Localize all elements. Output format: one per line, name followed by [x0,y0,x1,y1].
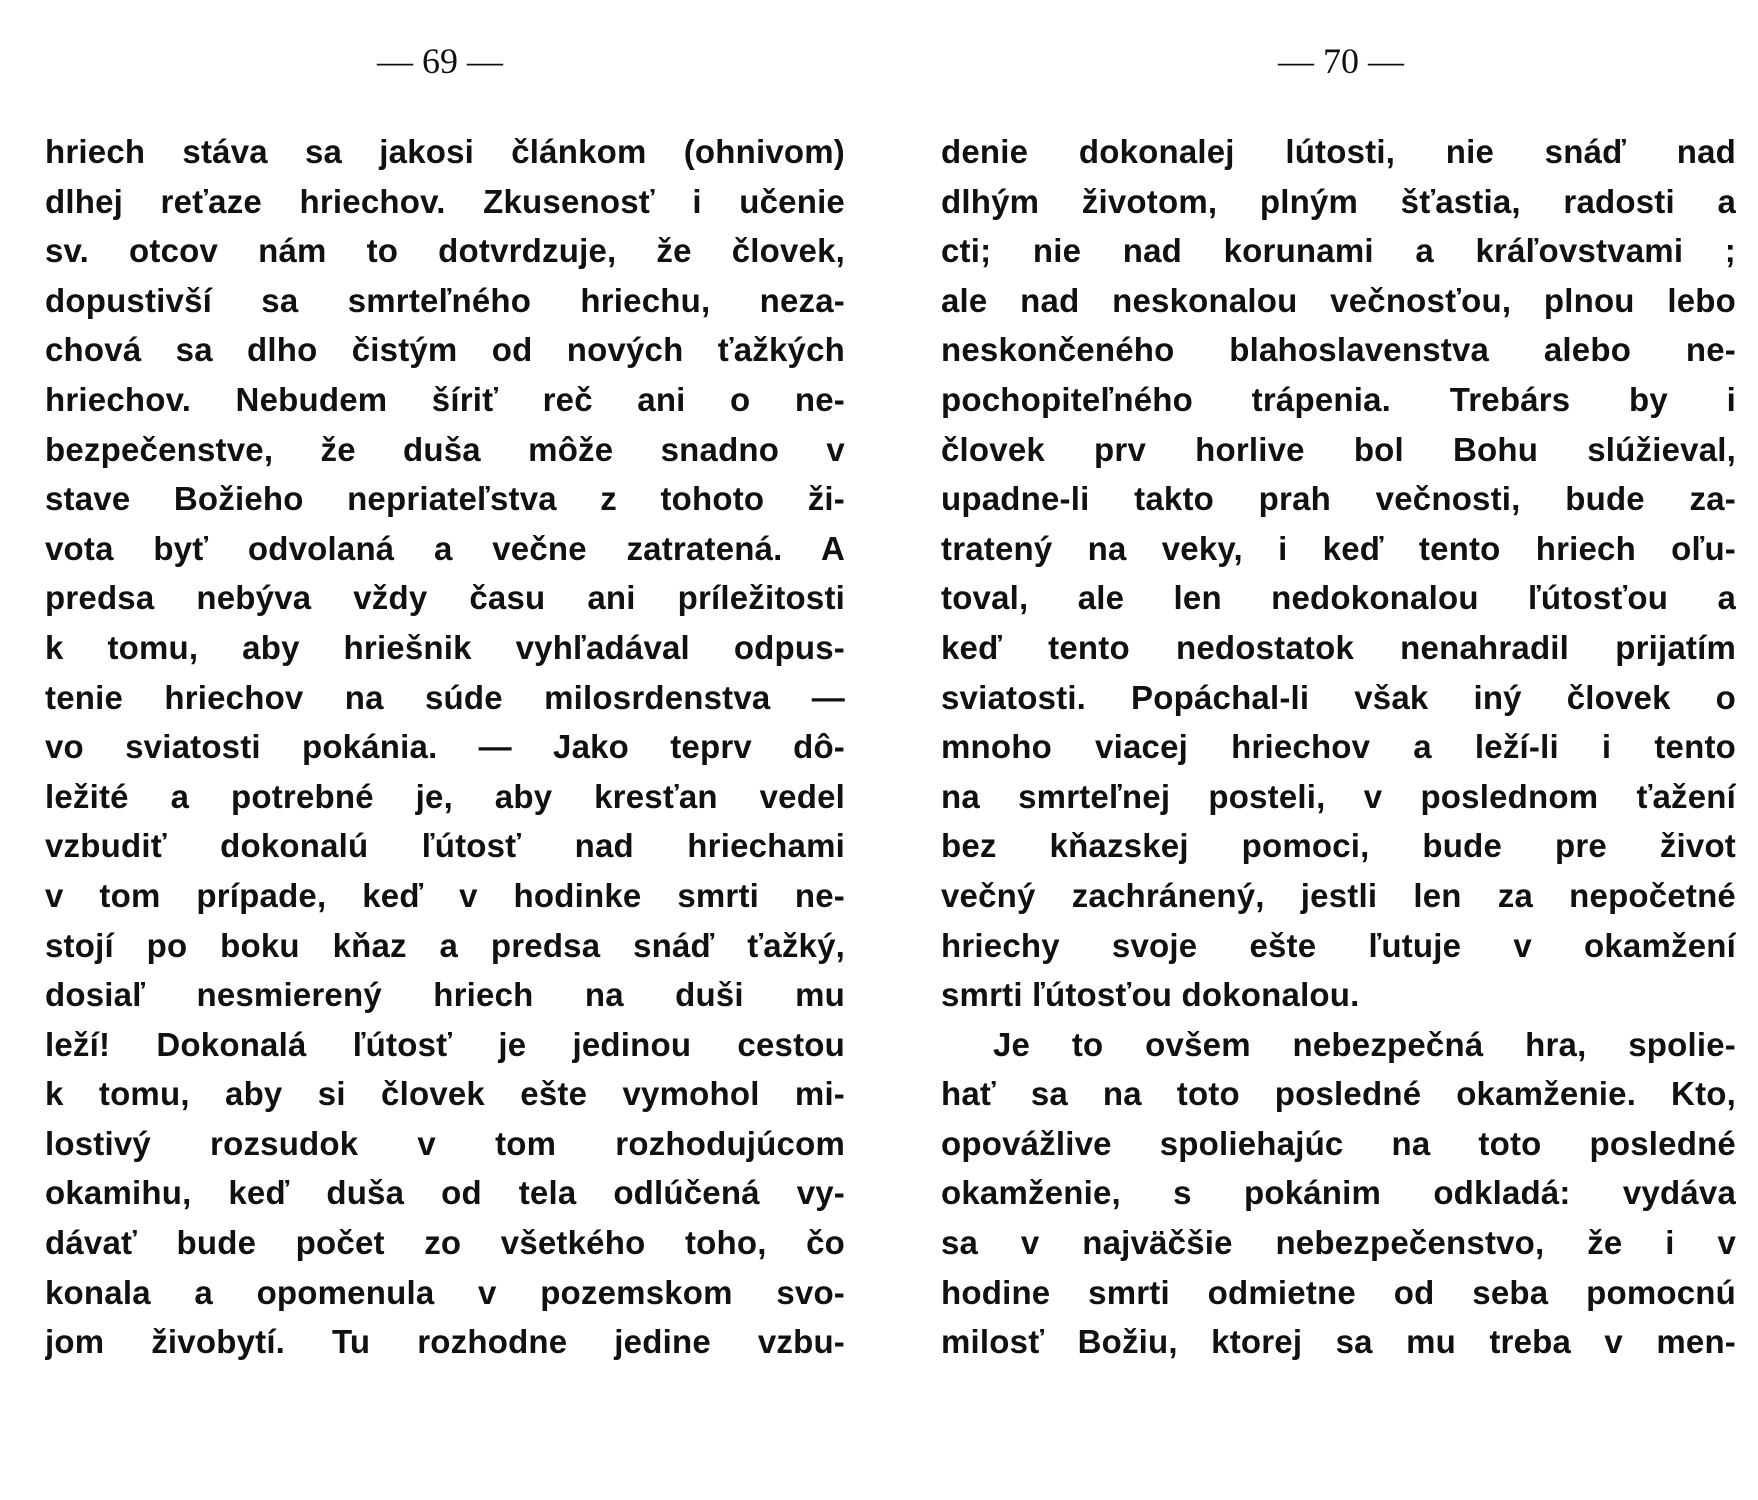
text-line: okamženie, s pokánim odkladá: vydáva [941,1174,1736,1212]
text-line: opovážlive spoliehajúc na toto posledné [941,1124,1736,1162]
text-line: dopustivší sa smrteľného hriechu, neza- [45,281,845,319]
text-line: cti; nie nad korunami a kráľovstvami ; [941,232,1736,270]
text-line: hať sa na toto posledné okamženie. Kto, [941,1075,1736,1113]
text-line: upadne-li takto prah večnosti, bude za- [941,480,1736,518]
text-line: hodine smrti odmietne od seba pomocnú [941,1273,1736,1311]
text-line: stave Božieho nepriateľstva z tohoto ži- [45,480,845,518]
text-line: hriech stáva sa jakosi článkom (ohnivom) [45,133,845,170]
text-line: k tomu, aby si človek ešte vymohol mi- [45,1075,845,1113]
text-line: toval, ale len nedokonalou ľútosťou a [941,579,1736,617]
text-line: okamihu, keď duša od tela odlúčená vy- [45,1174,845,1212]
text-line: chová sa dlho čistým od nových ťažkých [45,331,845,369]
text-line: vo sviatosti pokánia. — Jako teprv dô- [45,728,845,766]
text-line: tratený na veky, i keď tento hriech oľu- [941,529,1736,567]
text-line: dosiaľ nesmierený hriech na duši mu [45,976,845,1014]
text-line: pochopiteľného trápenia. Trebárs by i [941,380,1736,418]
text-line: tenie hriechov na súde milosrdenstva — [45,678,845,716]
text-line: sviatosti. Popáchal-li však iný človek o [941,678,1736,716]
text-line: sa v najväčšie nebezpečenstvo, že i v [941,1224,1736,1262]
text-line: denie dokonalej lútosti, nie snáď nad [941,133,1736,170]
left-page-text [45,127,845,1367]
text-line: večný zachránený, jestli len za nepočetné [941,876,1736,914]
text-line: leží! Dokonalá ľútosť je jedinou cestou [45,1025,845,1063]
text-line: dlhým životom, plným šťastia, radosti a [941,182,1736,220]
text-line: konala a opomenula v pozemskom svo- [45,1273,845,1311]
page-number-right: — 70 — [1278,41,1404,81]
text-line: k tomu, aby hriešnik vyhľadával odpus- [45,628,845,666]
text-line: sv. otcov nám to dotvrdzuje, že človek, [45,232,845,270]
text-line: v tom prípade, keď v hodinke smrti ne- [45,876,845,914]
text-line: bezpečenstve, že duša môže snadno v [45,430,845,468]
text-line: smrti ľútosťou dokonalou. [941,976,1360,1014]
text-line: vota byť odvolaná a večne zatratená. A [45,529,845,567]
text-line: neskončeného blahoslavenstva alebo ne- [941,331,1736,369]
text-line: jom živobytí. Tu rozhodne jedine vzbu- [45,1323,845,1361]
right-page-text [941,127,1736,1367]
text-line: predsa nebýva vždy času ani príležitosti [45,579,845,617]
text-line: na smrteľnej posteli, v poslednom ťažení [941,777,1736,815]
text-line: človek prv horlive bol Bohu slúžieval, [941,430,1736,468]
text-line: dlhej reťaze hriechov. Zkusenosť i učenie [45,182,845,220]
text-line: ale nad neskonalou večnosťou, plnou lebo [941,281,1736,319]
text-line: stojí po boku kňaz a predsa snáď ťažký, [45,926,845,964]
text-line: bez kňazskej pomoci, bude pre život [941,827,1736,865]
text-line: mnoho viacej hriechov a leží-li i tento [941,728,1736,766]
text-line: hriechov. Nebudem šíriť reč ani o ne- [45,380,845,418]
text-line: keď tento nedostatok nenahradil prijatím [941,628,1736,666]
text-line: milosť Božiu, ktorej sa mu treba v men- [941,1323,1736,1361]
text-line: lostivý rozsudok v tom rozhodujúcom [45,1124,845,1162]
text-line: hriechy svoje ešte ľutuje v okamžení [941,926,1736,964]
text-line: dávať bude počet zo všetkého toho, čo [45,1224,845,1262]
text-line: vzbudiť dokonalú ľútosť nad hriechami [45,827,845,865]
text-line: ležité a potrebné je, aby kresťan vedel [45,777,845,815]
text-line: Je to ovšem nebezpečná hra, spolie- [993,1025,1736,1063]
page-number-left: — 69 — [377,41,503,81]
